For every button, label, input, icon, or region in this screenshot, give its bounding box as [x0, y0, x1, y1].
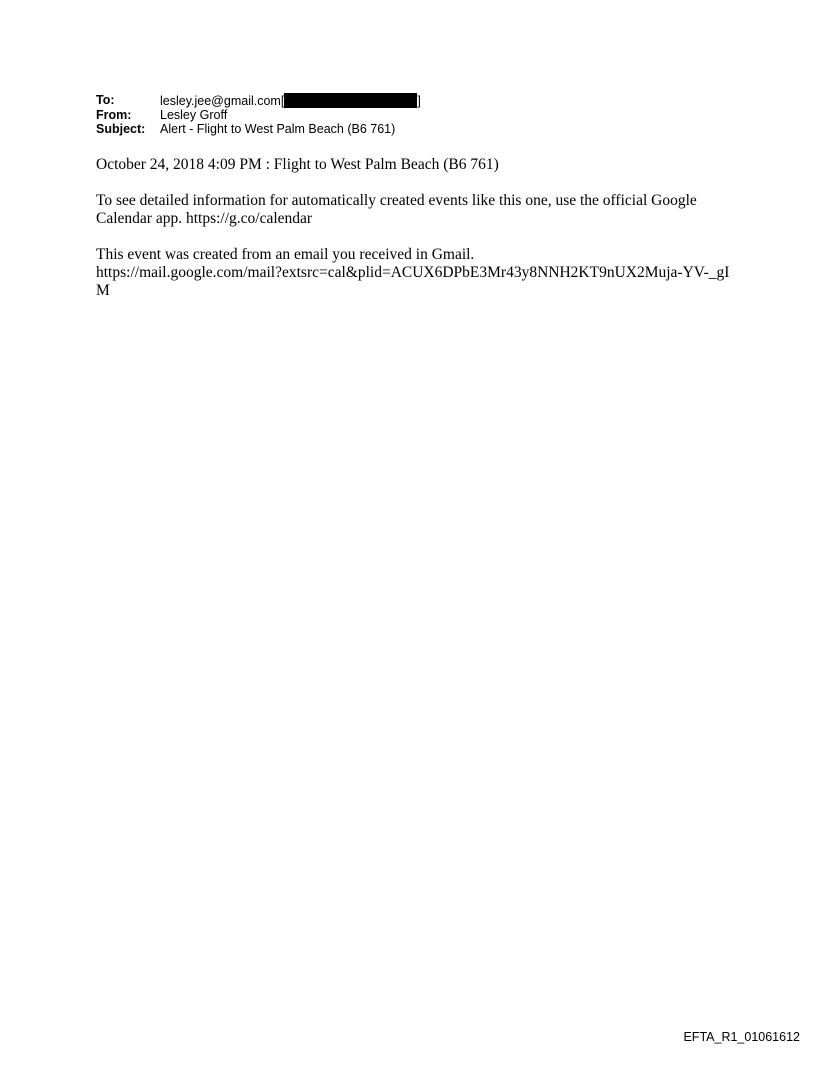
redaction-box — [284, 93, 417, 108]
to-bracket-close: ] — [417, 94, 421, 108]
email-header — [96, 93, 421, 136]
from-label: From: — [96, 108, 132, 122]
from-row — [96, 108, 421, 122]
gmail-url: https://mail.google.com/mail?extsrc=cal&plid=ACUX6DPbE3Mr43y8NNH2KT9nUX2Muja-YV-_gIM — [96, 264, 730, 299]
document-id: EFTA_R1_01061612 — [683, 1030, 800, 1044]
to-value — [160, 93, 421, 108]
to-label: To: — [96, 93, 115, 107]
to-bracket-open: [ — [280, 94, 285, 108]
subject-row — [96, 122, 421, 136]
gmail-paragraph — [96, 246, 736, 300]
to-address: lesley.jee@gmail.com — [160, 94, 281, 108]
email-body — [96, 156, 736, 318]
subject-label: Subject: — [96, 122, 146, 136]
info-paragraph: To see detailed information for automatically created events like this one, use the official Google Calendar app. https://g.co/calendar — [96, 192, 697, 227]
gmail-line: This event was created from an email you received in Gmail. — [96, 246, 475, 263]
event-line: October 24, 2018 4:09 PM : Flight to West Palm Beach (B6 761) — [96, 156, 499, 173]
to-row — [96, 93, 421, 108]
from-value: Lesley Groff — [160, 108, 228, 122]
subject-value: Alert - Flight to West Palm Beach (B6 761) — [160, 122, 396, 136]
